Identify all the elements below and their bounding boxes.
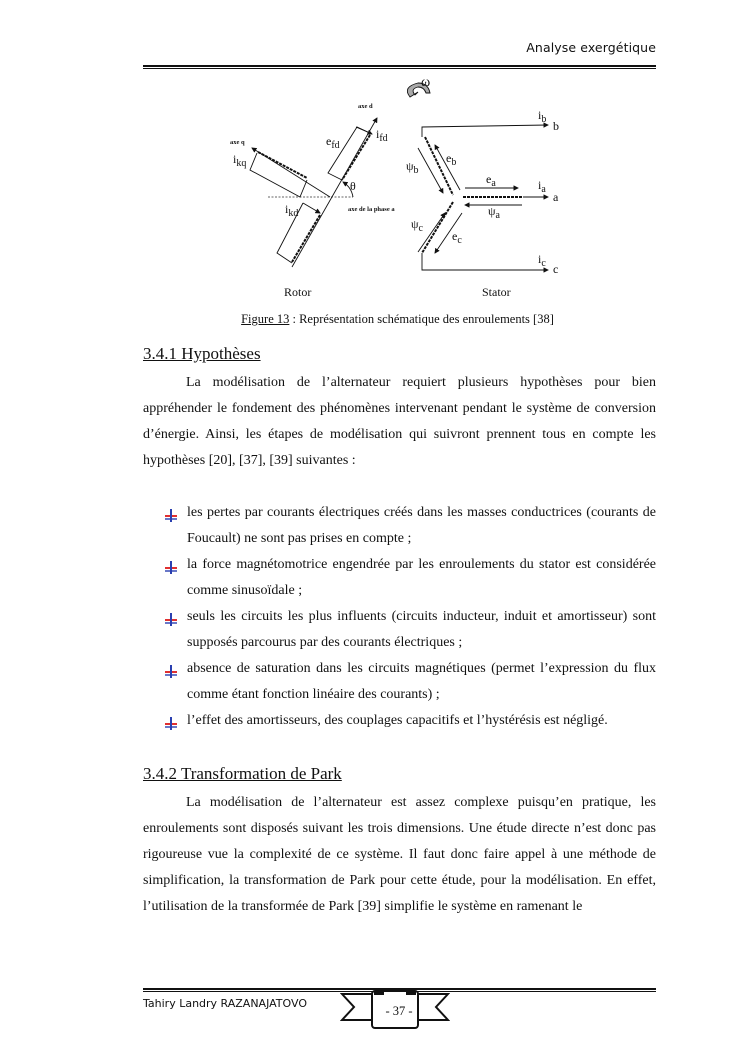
section-heading-hypotheses: 3.4.1 Hypothèses — [143, 344, 261, 363]
axe-phase-a-label: axe de la phase a — [348, 206, 395, 213]
svg-text:ikd: $i_{kd}$ — [285, 202, 299, 219]
page-number: - 37 - — [385, 1004, 413, 1018]
paragraph: La modélisation de l’alternateur requiert plusieurs hypothèses pour bien appréhender le fondement des phénomènes intervenant pendant le système de conversion d’énergie. Ainsi, les étapes de modélisation qui suivront prennent tous en compte les hypothèses [20], [37], [39] suivantes : — [143, 375, 656, 468]
bullet-cross-icon — [165, 610, 177, 623]
list-item: seuls les circuits les plus influents (circuits inducteur, induit et amortisseur) sont supposés parcourus par des courants électriques ; — [165, 604, 656, 656]
rotor-label: Rotor — [284, 285, 312, 299]
running-header: Analyse exergétique — [526, 40, 656, 55]
list-item: les pertes par courants électriques créés dans les masses conductrices (courants de Foucault) ne sont pas prises en compte ; — [165, 500, 656, 552]
svg-text:ea: $e_a$ — [486, 172, 496, 189]
stator-label: Stator — [482, 285, 511, 299]
list-item: absence de saturation dans les circuits magnétiques (permet l’expression du flux comme étant fonction linéaire des courants) ; — [165, 656, 656, 708]
svg-text:b: b — [553, 119, 559, 133]
bullet-cross-icon — [165, 662, 177, 675]
omega-label: ω — [421, 75, 431, 90]
list-item: la force magnétomotrice engendrée par les enroulements du stator est considérée comme sinusoïdale ; — [165, 552, 656, 604]
footer-author: Tahiry Landry RAZANAJATOVO — [143, 997, 307, 1010]
svg-text:ib: $i_b$ — [538, 108, 547, 125]
svg-text:ψb: $\psi_b$ — [406, 159, 419, 176]
bullet-cross-icon — [165, 558, 177, 571]
list-item: l’effet des amortisseurs, des couplages capacitifs et l’hystérésis est négligé. — [165, 708, 656, 734]
svg-text:ψa: $\psi_a$ — [488, 204, 500, 221]
svg-text:ic: $i_c$ — [538, 252, 546, 269]
axe-d-label: axe d — [358, 103, 373, 110]
svg-text:ikq: $i_{kq}$ — [233, 152, 247, 169]
axe-q-label: axe q — [230, 139, 245, 146]
hypotheses-list — [165, 500, 656, 734]
svg-text:a: a — [553, 190, 559, 204]
winding-diagram — [200, 70, 580, 310]
svg-text:eb: $e_b$ — [446, 151, 457, 168]
bullet-cross-icon — [165, 506, 177, 519]
svg-text:efd: $e_{fd}$ — [326, 134, 340, 151]
svg-text:ec: $e_c$ — [452, 229, 462, 246]
svg-text:c: c — [553, 262, 559, 276]
figure-caption: Figure 13 : Représentation schématique des enroulements [38] — [241, 312, 554, 326]
bullet-cross-icon — [165, 714, 177, 727]
paragraph: La modélisation de l’alternateur est assez complexe puisqu’en pratique, les enroulements sont disposés suivant les trois dimensions. Une étude directe n’est donc pas rigoureuse vue la complexité de ce système. Il faut donc faire appel à une méthode de simplification, la transformation de Park pour cette étude, pour la modélisation. En effet, l’utilisation de la transformée de Park [39] simplifie le système en ramenant le — [143, 795, 656, 914]
section-heading-park: 3.4.2 Transformation de Park — [143, 764, 342, 783]
header-rule — [143, 65, 656, 69]
theta-label: θ — [350, 179, 356, 193]
svg-text:ia: $i_a$ — [538, 178, 546, 195]
svg-text:ψc: $\psi_c$ — [411, 217, 423, 234]
svg-text:ifd: $i_{fd}$ — [376, 127, 388, 144]
